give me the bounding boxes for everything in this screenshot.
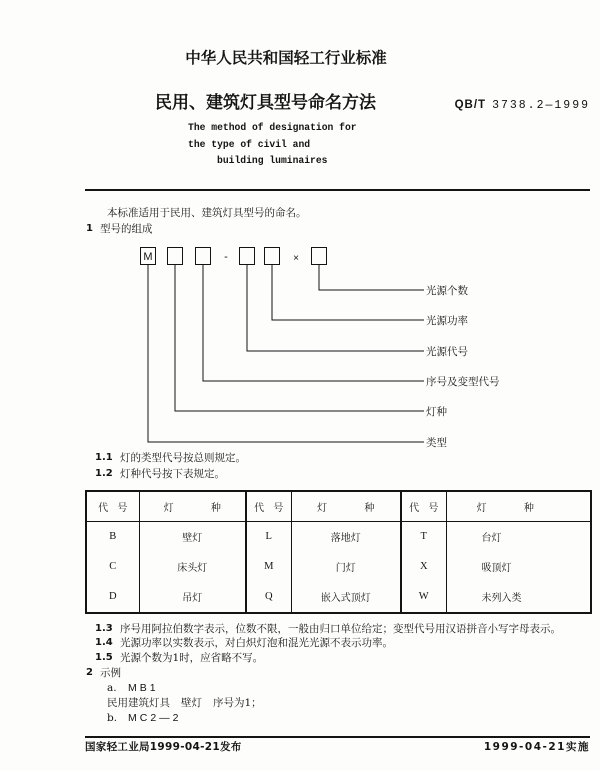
table-cell-lamp-kind: 嵌入式顶灯	[291, 581, 401, 613]
table-cell-lamp-kind: 床头灯	[139, 551, 246, 581]
table-header-row	[86, 491, 591, 521]
section-2-title: 示例	[100, 667, 121, 679]
section-1-number: 1	[86, 223, 93, 234]
header-rule	[85, 189, 590, 191]
light-source-power-box	[265, 248, 280, 265]
type-code-letter: M	[143, 251, 153, 263]
english-title-line-1: The method of designation for	[188, 122, 357, 133]
table-cell-code: C	[86, 551, 139, 581]
table-cell-lamp-kind: 落地灯	[291, 521, 401, 551]
label-type: 类型	[426, 437, 447, 449]
table-cell-code: M	[246, 551, 291, 581]
table-cell-code: X	[401, 551, 446, 581]
clause-1-1-text: 灯的类型代号按总则规定。	[120, 452, 246, 464]
example-a-label: a.	[107, 682, 117, 694]
example-a-desc-kind: 壁灯	[181, 697, 202, 709]
english-title-line-3: building luminaires	[217, 155, 328, 166]
table-cell-lamp-kind: 门灯	[291, 551, 401, 581]
light-source-code-box	[240, 248, 255, 265]
diagram-dash: -	[224, 251, 228, 263]
diagram-times-sign: ×	[293, 253, 299, 264]
english-title-line-2: the type of civil and	[188, 139, 311, 150]
clause-1-3-text: 序号用阿拉伯数字表示，位数不限，一般由归口单位给定；变型代号用汉语拼音小写字母表示。	[120, 623, 561, 635]
clause-1-3-number: 1.3	[95, 623, 113, 634]
table-cell-code: B	[86, 521, 139, 551]
document-title: 民用、建筑灯具型号命名方法	[155, 93, 376, 113]
table-cell-code: Q	[246, 581, 291, 613]
header-lamp-kind-2: 灯 种	[291, 491, 401, 521]
example-b-label: b.	[107, 712, 118, 724]
standard-category-heading: 中华人民共和国轻工行业标准	[185, 49, 387, 67]
label-light-source-count: 光源个数	[426, 285, 468, 297]
table-cell-lamp-kind: 吸顶灯	[446, 551, 591, 581]
standard-number	[455, 96, 590, 113]
table-cell-lamp-kind: 吊灯	[139, 581, 246, 613]
standard-code-number: 3738.2—1999	[492, 99, 590, 112]
example-a-code: MB1	[128, 682, 159, 694]
clause-1-5-text: 光源个数为1时，应省略不写。	[120, 652, 264, 664]
table-cell-code: T	[401, 521, 446, 551]
clause-1-2-number: 1.2	[95, 468, 113, 479]
clause-1-5-number: 1.5	[95, 652, 113, 663]
implementation-date: 1999-04-21实施	[483, 741, 590, 753]
table-cell-code: W	[401, 581, 446, 613]
leader-type	[148, 265, 424, 442]
leader-light-source-power	[272, 265, 424, 320]
table-cell-code: D	[86, 581, 139, 613]
scope-statement: 本标准适用于民用、建筑灯具型号的命名。	[107, 207, 307, 219]
label-light-source-power: 光源功率	[426, 315, 468, 327]
section-1-title: 型号的组成	[100, 223, 153, 235]
table-cell-code: L	[246, 521, 291, 551]
table-cell-lamp-kind: 台灯	[446, 521, 591, 551]
table-row	[86, 551, 591, 581]
lamp-kind-code-table	[85, 490, 592, 614]
model-composition-diagram	[130, 240, 520, 452]
clause-1-1-number: 1.1	[95, 452, 113, 463]
table-cell-lamp-kind: 壁灯	[139, 521, 246, 551]
example-b-code: MC2—2	[128, 712, 182, 724]
light-source-count-box	[312, 248, 327, 265]
leader-lamp-kind	[175, 265, 424, 411]
label-serial-variant: 序号及变型代号	[426, 376, 500, 388]
example-a-desc-serial: 序号为1；	[213, 697, 262, 709]
issue-date: 国家轻工业局1999-04-21发布	[85, 741, 242, 753]
standard-code-prefix: QB/T	[454, 99, 487, 111]
clause-1-4-text: 光源功率以实数表示，对白炽灯泡和混光光源不表示功率。	[120, 637, 393, 649]
label-lamp-kind: 灯种	[426, 406, 447, 418]
clause-1-4-number: 1.4	[95, 637, 113, 648]
footer-rule	[85, 736, 590, 738]
header-code-3: 代 号	[401, 491, 446, 521]
example-a-desc-category: 民用建筑灯具	[107, 697, 170, 709]
lamp-kind-box	[168, 248, 183, 265]
label-light-source-code: 光源代号	[426, 346, 468, 358]
section-2-number: 2	[86, 667, 93, 678]
header-code-1: 代 号	[86, 491, 139, 521]
table-row	[86, 521, 591, 551]
clause-1-2-text: 灯种代号按下表规定。	[120, 468, 225, 480]
header-lamp-kind-3: 灯 种	[446, 491, 591, 521]
table-cell-lamp-kind: 未列入类	[446, 581, 591, 613]
table-row	[86, 581, 591, 613]
header-lamp-kind-1: 灯 种	[139, 491, 246, 521]
serial-variant-box	[196, 248, 211, 265]
leader-light-source-count	[319, 265, 424, 290]
leader-light-source-code	[247, 265, 424, 351]
leader-serial-variant	[203, 265, 424, 381]
header-code-2: 代 号	[246, 491, 291, 521]
